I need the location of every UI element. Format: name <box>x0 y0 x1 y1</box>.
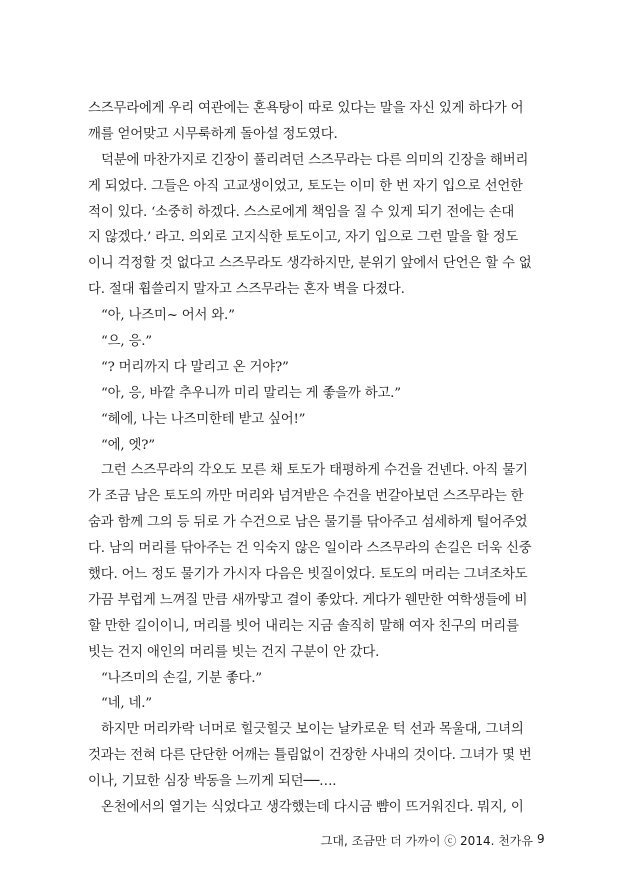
text-line: 가끔 부럽게 느껴질 만큼 새까맣고 결이 좋았다. 게다가 웬만한 여학생들에 비 <box>88 592 528 608</box>
text-line: 다. 남의 머리를 닦아주는 건 익숙지 않은 일이라 스즈무라의 손길은 더욱 신중 <box>88 541 532 557</box>
body-text <box>88 96 544 821</box>
text-line: 적이 있다. ‘소중히 하겠다. 스스로에게 책임을 질 수 있게 되기 전에는 손대 <box>88 204 515 220</box>
text-line: 게 되었다. 그들은 아직 고교생이었고, 토도는 이미 한 번 자기 입으로 선언한 <box>88 178 523 194</box>
text-line: 스즈무라에게 우리 여관에는 혼욕탕이 따로 있다는 말을 자신 있게 하다가 어 <box>88 101 524 116</box>
text-line: 온천에서의 열기는 식었다고 생각했는데 다시금 뺨이 뜨거워진다. 뭐지, 이 <box>101 800 524 816</box>
text-line: 그런 스즈무라의 각오도 모른 채 토도가 태평하게 수건을 건넨다. 아직 물기 <box>101 463 528 479</box>
dialogue-line: “으, 응.” <box>101 334 152 350</box>
text-line: 이나, 기묘한 심장 박동을 느끼게 되던──…. <box>88 774 337 790</box>
text-line: 이니 걱정할 것 없다고 스즈무라도 생각하지만, 분위기 앞에서 단언은 할 수 없 <box>88 256 532 272</box>
dialogue-line: “아, 나즈미~ 어서 와.” <box>101 308 235 324</box>
dialogue-line: “헤에, 나는 나즈미한테 받고 싶어!” <box>101 411 306 427</box>
text-line: 하지만 머리카락 너머로 힐긋힐긋 보이는 날카로운 턱 선과 목울대, 그녀의 <box>101 722 524 738</box>
dialogue-line: “에, 엣?” <box>101 437 155 453</box>
text-line: 빗는 건지 애인의 머리를 빗는 건지 구분이 안 갔다. <box>88 644 380 660</box>
page-footer <box>0 832 630 852</box>
text-line: 덕분에 마찬가지로 긴장이 풀리려던 스즈무라는 다른 의미의 긴장을 해버리 <box>101 152 529 168</box>
dialogue-line: “? 머리까지 다 말리고 온 거야?” <box>101 359 289 375</box>
text-line: 할 만한 길이이니, 머리를 빗어 내리는 지금 솔직히 말해 여자 친구의 머리를 <box>88 618 519 634</box>
footer-book-title: 그대, 조금만 더 가까이 ⓒ 2014. 천가유 <box>320 834 533 848</box>
text-line: 했다. 어느 정도 물기가 가시자 다음은 빗질이었다. 토도의 머리는 그녀조차도 <box>88 567 528 583</box>
text-line: 지 않겠다.’ 라고. 의외로 고지식한 토도이고, 자기 입으로 그런 말을 할 정도 <box>88 230 519 246</box>
text-line: 가 조금 남은 토도의 까만 머리와 넘겨받은 수건을 번갈아보던 스즈무라는 한 <box>88 489 524 505</box>
text-line: 것과는 전혀 다른 단단한 어깨는 틀림없이 건장한 사내의 것이다. 그녀가 몇 번 <box>88 748 532 764</box>
dialogue-line: “네, 네.” <box>101 696 152 712</box>
text-line: 깨를 얻어맞고 시무룩하게 돌아설 정도였다. <box>88 126 338 142</box>
dialogue-line: “나즈미의 손길, 기분 좋다.” <box>101 670 262 686</box>
text-line: 다. 절대 휩쓸리지 말자고 스즈무라는 혼자 벽을 다졌다. <box>88 282 405 298</box>
page-number: 9 <box>537 832 545 846</box>
text-line: 숨과 함께 그의 등 뒤로 가 수건으로 남은 물기를 닦아주고 섬세하게 털어주었 <box>88 515 528 531</box>
dialogue-line: “아, 응, 바깥 추우니까 미리 말리는 게 좋을까 하고.” <box>101 385 401 401</box>
